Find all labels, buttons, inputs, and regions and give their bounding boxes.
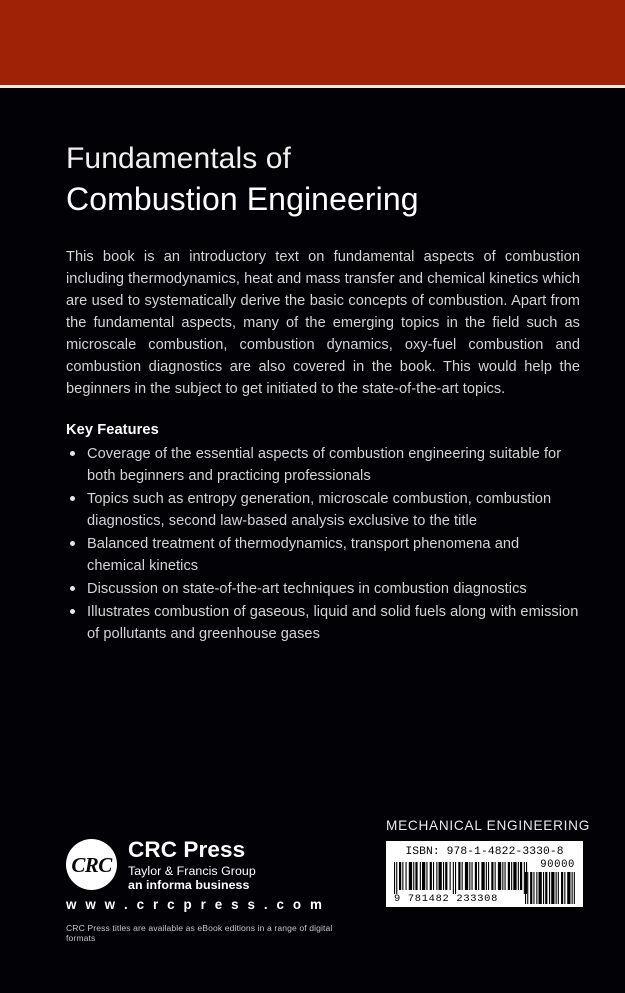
bullet-icon [70, 496, 75, 501]
addon-digits: 90000 [540, 859, 575, 872]
list-item [66, 488, 580, 532]
list-item-text: Coverage of the essential aspects of combustion engineering suitable for both beginners and practicing professionals [87, 446, 562, 485]
cover-footer [0, 818, 625, 993]
bullet-icon [70, 586, 75, 591]
ebook-availability-note: CRC Press titles are available as eBook editions in a range of digital formats [66, 923, 333, 944]
barcode-panel [386, 841, 583, 907]
bullet-icon [70, 541, 75, 546]
list-item-text: Balanced treatment of thermodynamics, transport phenomena and chemical kinetics [87, 536, 520, 575]
publisher-logo [66, 838, 356, 891]
list-item-text: Illustrates combustion of gaseous, liquid and solid fuels along with emission of pollutants and greenhouse gases [87, 604, 579, 643]
crc-roundel-icon [66, 839, 117, 890]
ean13-digits: 9 781482 233308 [394, 893, 499, 906]
title-line-1: Fundamentals of [66, 142, 291, 175]
barcode-addon [525, 860, 575, 904]
publisher-wordmark [128, 838, 256, 891]
list-item-text: Discussion on state-of-the-art techniques in combustion diagnostics [87, 581, 527, 598]
publisher-group: Taylor & Francis Group [128, 863, 256, 878]
crc-roundel-text: CRC [71, 853, 112, 878]
key-features-list [66, 443, 580, 645]
ean13-barcode-icon [394, 862, 528, 894]
description-paragraph: This book is an introductory text on fundamental aspects of combustion including thermodynamics, heat and mass transfer and chemical kinetics which are used to systematically derive the basic concepts of combustion. Apart from the fundamental aspects, many of the emerging topics in the field such as microscale combustion, combustion dynamics, oxy-fuel combustion and combustion diagnostics are also covered in the book. This would help the beginners in the subject to get initiated to the state-of-the-art topics. [66, 249, 581, 398]
isbn-text: ISBN: 978-1-4822-3330-8 [405, 846, 564, 858]
bullet-icon [70, 451, 75, 456]
publisher-website: w w w . c r c p r e s s . c o m [66, 897, 325, 913]
cover-content [66, 140, 580, 646]
list-item [66, 601, 580, 645]
list-item-text: Topics such as entropy generation, microscale combustion, combustion diagnostics, second law-based analysis exclusive to the title [87, 491, 552, 530]
list-item [66, 578, 580, 600]
bullet-icon [70, 609, 75, 614]
top-red-band [0, 0, 625, 85]
subject-and-barcode-block [386, 818, 591, 907]
list-item [66, 443, 580, 487]
list-item [66, 533, 580, 577]
key-features-heading: Key Features [66, 422, 159, 439]
publisher-tagline: an informa business [128, 878, 250, 893]
subject-category: MECHANICAL ENGINEERING [386, 818, 591, 833]
publisher-block [66, 838, 356, 943]
title-line-2: Combustion Engineering [66, 180, 419, 217]
ean5-addon-barcode-icon [525, 872, 575, 904]
publisher-name: CRC Press [128, 837, 246, 862]
band-divider-rule [0, 85, 625, 88]
barcode-bars-area [392, 860, 577, 904]
